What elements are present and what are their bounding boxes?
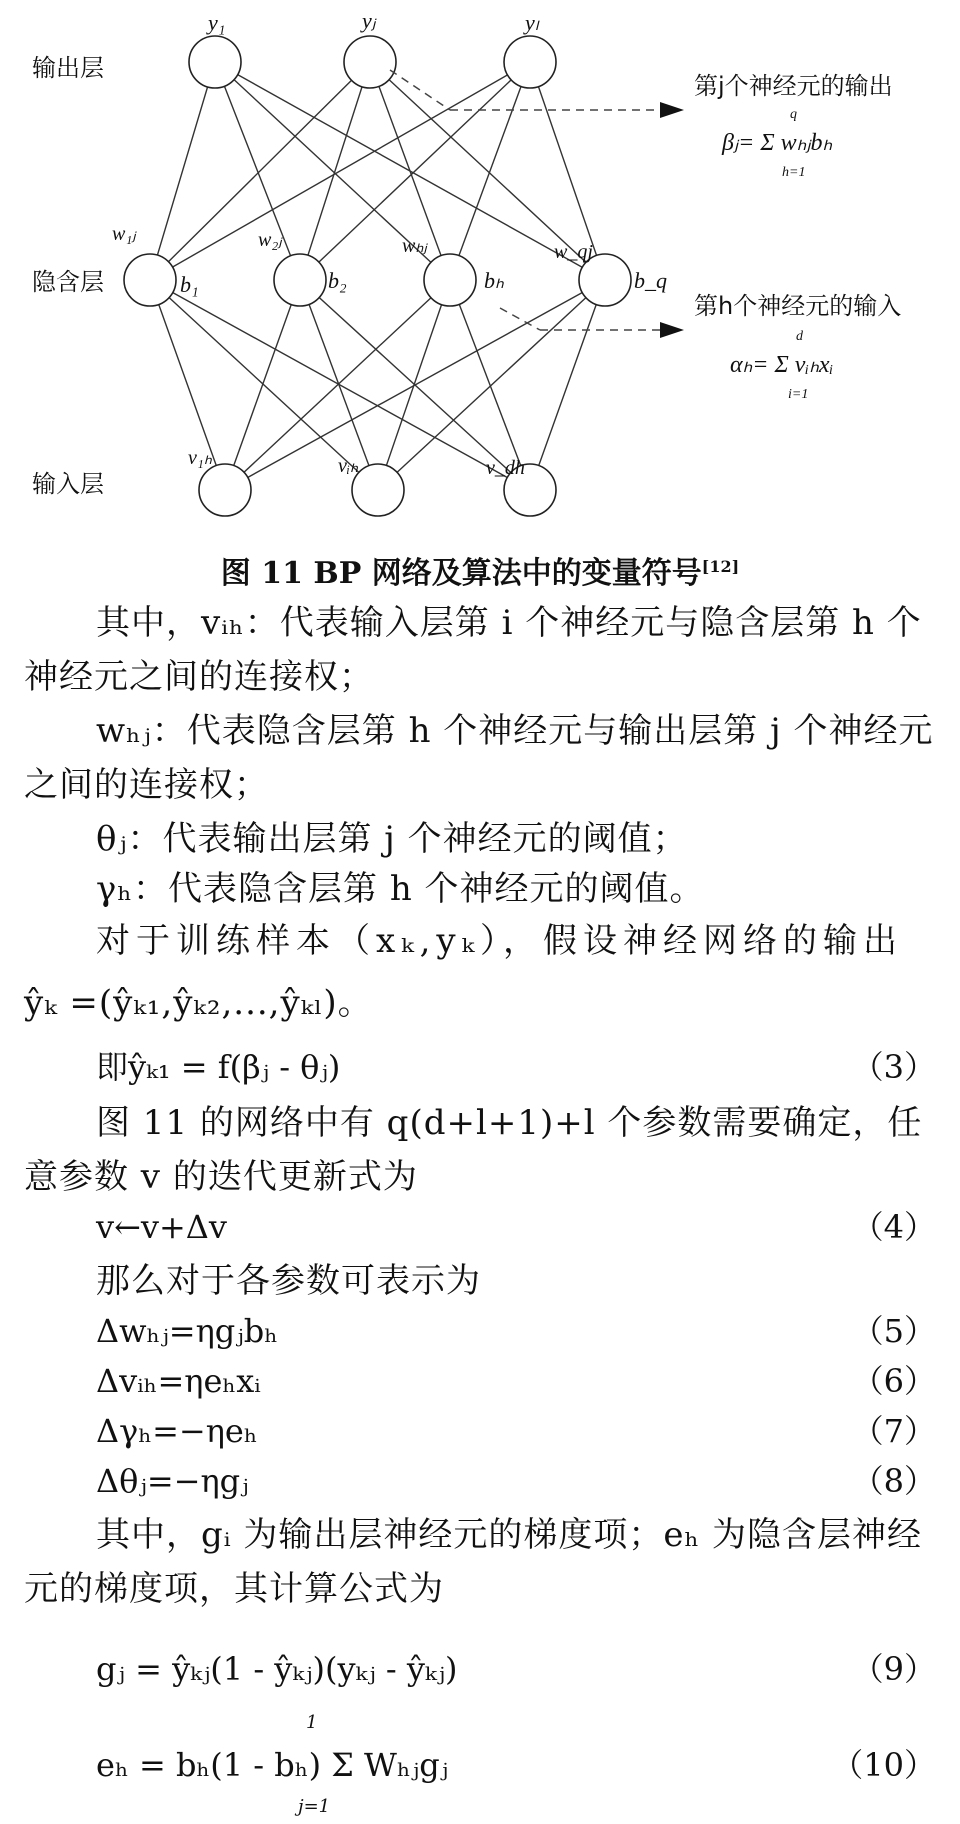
equation-text: Δwₕⱼ=ηgⱼbₕ xyxy=(96,1312,279,1350)
label-input-layer: 输入层 xyxy=(32,470,104,498)
equation-text: Δθⱼ=−ηgⱼ xyxy=(96,1462,249,1500)
equation-4 xyxy=(96,1202,936,1252)
connection-edge xyxy=(225,280,605,490)
equation-text: 即ŷₖ₁ = f(βⱼ - θⱼ) xyxy=(96,1048,341,1086)
equation-number: （9） xyxy=(851,1650,936,1688)
hidden-neuron xyxy=(274,254,326,306)
sum-upper-limit: 1 xyxy=(306,1712,318,1733)
paragraph-v-ih: 其中，vᵢₕ：代表输入层第 i 个神经元与隐含层第 h 个神经元之间的连接权； xyxy=(24,603,922,697)
equation-number: （8） xyxy=(851,1462,936,1500)
annotation-mid-title: 第h个神经元的输入 xyxy=(694,292,902,320)
annotation-top-formula: βⱼ= Σ wₕⱼbₕ xyxy=(722,130,833,156)
equation-text: eₕ = bₕ(1 - bₕ) Σ Wₕⱼgⱼ xyxy=(96,1746,449,1784)
network-edges xyxy=(150,62,605,490)
equation-6 xyxy=(96,1356,936,1406)
equation-number: （10） xyxy=(831,1746,936,1784)
output-node-label: yₗ xyxy=(525,10,539,35)
paragraph-w-hj: wₕⱼ：代表隐含层第 h 个神经元与输出层第 j 个神经元之间的连接权； xyxy=(24,711,934,805)
equation-text: v←v+Δv xyxy=(96,1208,227,1246)
equation-7 xyxy=(96,1406,936,1456)
output-node-label: y₁ xyxy=(208,10,226,35)
equation-text: Δγₕ=−ηeₕ xyxy=(96,1412,258,1450)
equation-number: （4） xyxy=(851,1208,936,1246)
input-weight-label: vᵢₕ xyxy=(338,455,359,477)
hidden-neuron xyxy=(124,254,176,306)
hidden-weight-label: w₁ⱼ xyxy=(112,223,136,245)
arrowhead-icon xyxy=(660,322,684,338)
paragraph-theta: θⱼ：代表输出层第 j 个神经元的阈值； xyxy=(96,819,688,859)
paragraph-parameters: 图 11 的网络中有 q(d+l+1)+l 个参数需要确定，任意参数 v 的迭代更新式为 xyxy=(24,1103,923,1197)
annotation-top-sum-upper: q xyxy=(790,107,797,122)
equation-text: Δvᵢₕ=ηeₕxᵢ xyxy=(96,1362,261,1400)
paragraph-each-param: 那么对于各参数可表示为 xyxy=(96,1261,481,1301)
equation-8 xyxy=(96,1456,936,1506)
equation-number: （5） xyxy=(851,1312,936,1350)
paragraph-training-sample: 对于训练样本（xₖ,yₖ），假设神经网络的输出 xyxy=(96,921,903,961)
caption-ref: [12] xyxy=(701,557,740,576)
input-neuron xyxy=(352,464,404,516)
equation-text: gⱼ = ŷₖⱼ(1 - ŷₖⱼ)(yₖⱼ - ŷₖⱼ) xyxy=(96,1650,458,1688)
figure-caption xyxy=(0,548,960,592)
annotation-top-title: 第j个神经元的输出 xyxy=(694,72,893,100)
hidden-weight-label: w₂ⱼ xyxy=(258,229,282,251)
paragraph-gamma: γₕ：代表隐含层第 h 个神经元的阈值。 xyxy=(96,869,705,909)
output-neuron xyxy=(344,36,396,88)
caption-text: 图 11 BP 网络及算法中的变量符号 xyxy=(220,556,702,591)
label-output-layer: 输出层 xyxy=(32,54,104,82)
hidden-neuron xyxy=(424,254,476,306)
hidden-bias-label: bₕ xyxy=(484,268,504,293)
equation-number: （6） xyxy=(851,1362,936,1400)
equation-number: （7） xyxy=(851,1412,936,1450)
annotation-mid-formula: αₕ= Σ vᵢₕxᵢ xyxy=(730,352,834,378)
equation-3 xyxy=(96,1042,936,1092)
connection-edge xyxy=(150,62,530,280)
formula-output-vector: ŷₖ =(ŷₖ₁,ŷₖ₂,...,ŷₖₗ)。 xyxy=(24,983,373,1023)
equation-9 xyxy=(96,1644,936,1694)
output-node-label: yⱼ xyxy=(362,8,376,33)
annotation-mid-sum-upper: d xyxy=(796,329,803,344)
connection-edge xyxy=(530,280,605,490)
input-weight-label: v₁ₕ xyxy=(188,447,212,469)
input-neuron xyxy=(199,464,251,516)
paragraph-gradient: 其中，gᵢ 为输出层神经元的梯度项；eₕ 为隐含层神经元的梯度项，其计算公式为 xyxy=(24,1515,923,1609)
arrowhead-icon xyxy=(660,102,684,118)
equation-number: （3） xyxy=(851,1048,936,1086)
annotation-top-sum-lower: h=1 xyxy=(782,165,806,180)
hidden-bias-label: b_q xyxy=(634,268,667,293)
connection-edge xyxy=(225,280,300,490)
label-hidden-layer: 隐含层 xyxy=(32,268,104,296)
connection-edge xyxy=(450,62,530,280)
sum-lower-limit: j=1 xyxy=(298,1796,331,1817)
output-neuron xyxy=(189,36,241,88)
equation-10 xyxy=(96,1740,936,1790)
bp-network-figure xyxy=(0,0,960,540)
network-nodes xyxy=(124,36,631,516)
hidden-bias-label: b₁ xyxy=(180,272,199,297)
hidden-weight-label: w_qj xyxy=(554,241,593,263)
input-weight-label: v_dh xyxy=(486,457,525,479)
hidden-bias-label: b₂ xyxy=(328,268,347,293)
annotation-arrow-top xyxy=(390,70,450,110)
hidden-weight-label: wₕⱼ xyxy=(402,235,427,257)
annotation-mid-sum-lower: i=1 xyxy=(788,387,809,402)
output-neuron xyxy=(504,36,556,88)
equation-5 xyxy=(96,1306,936,1356)
